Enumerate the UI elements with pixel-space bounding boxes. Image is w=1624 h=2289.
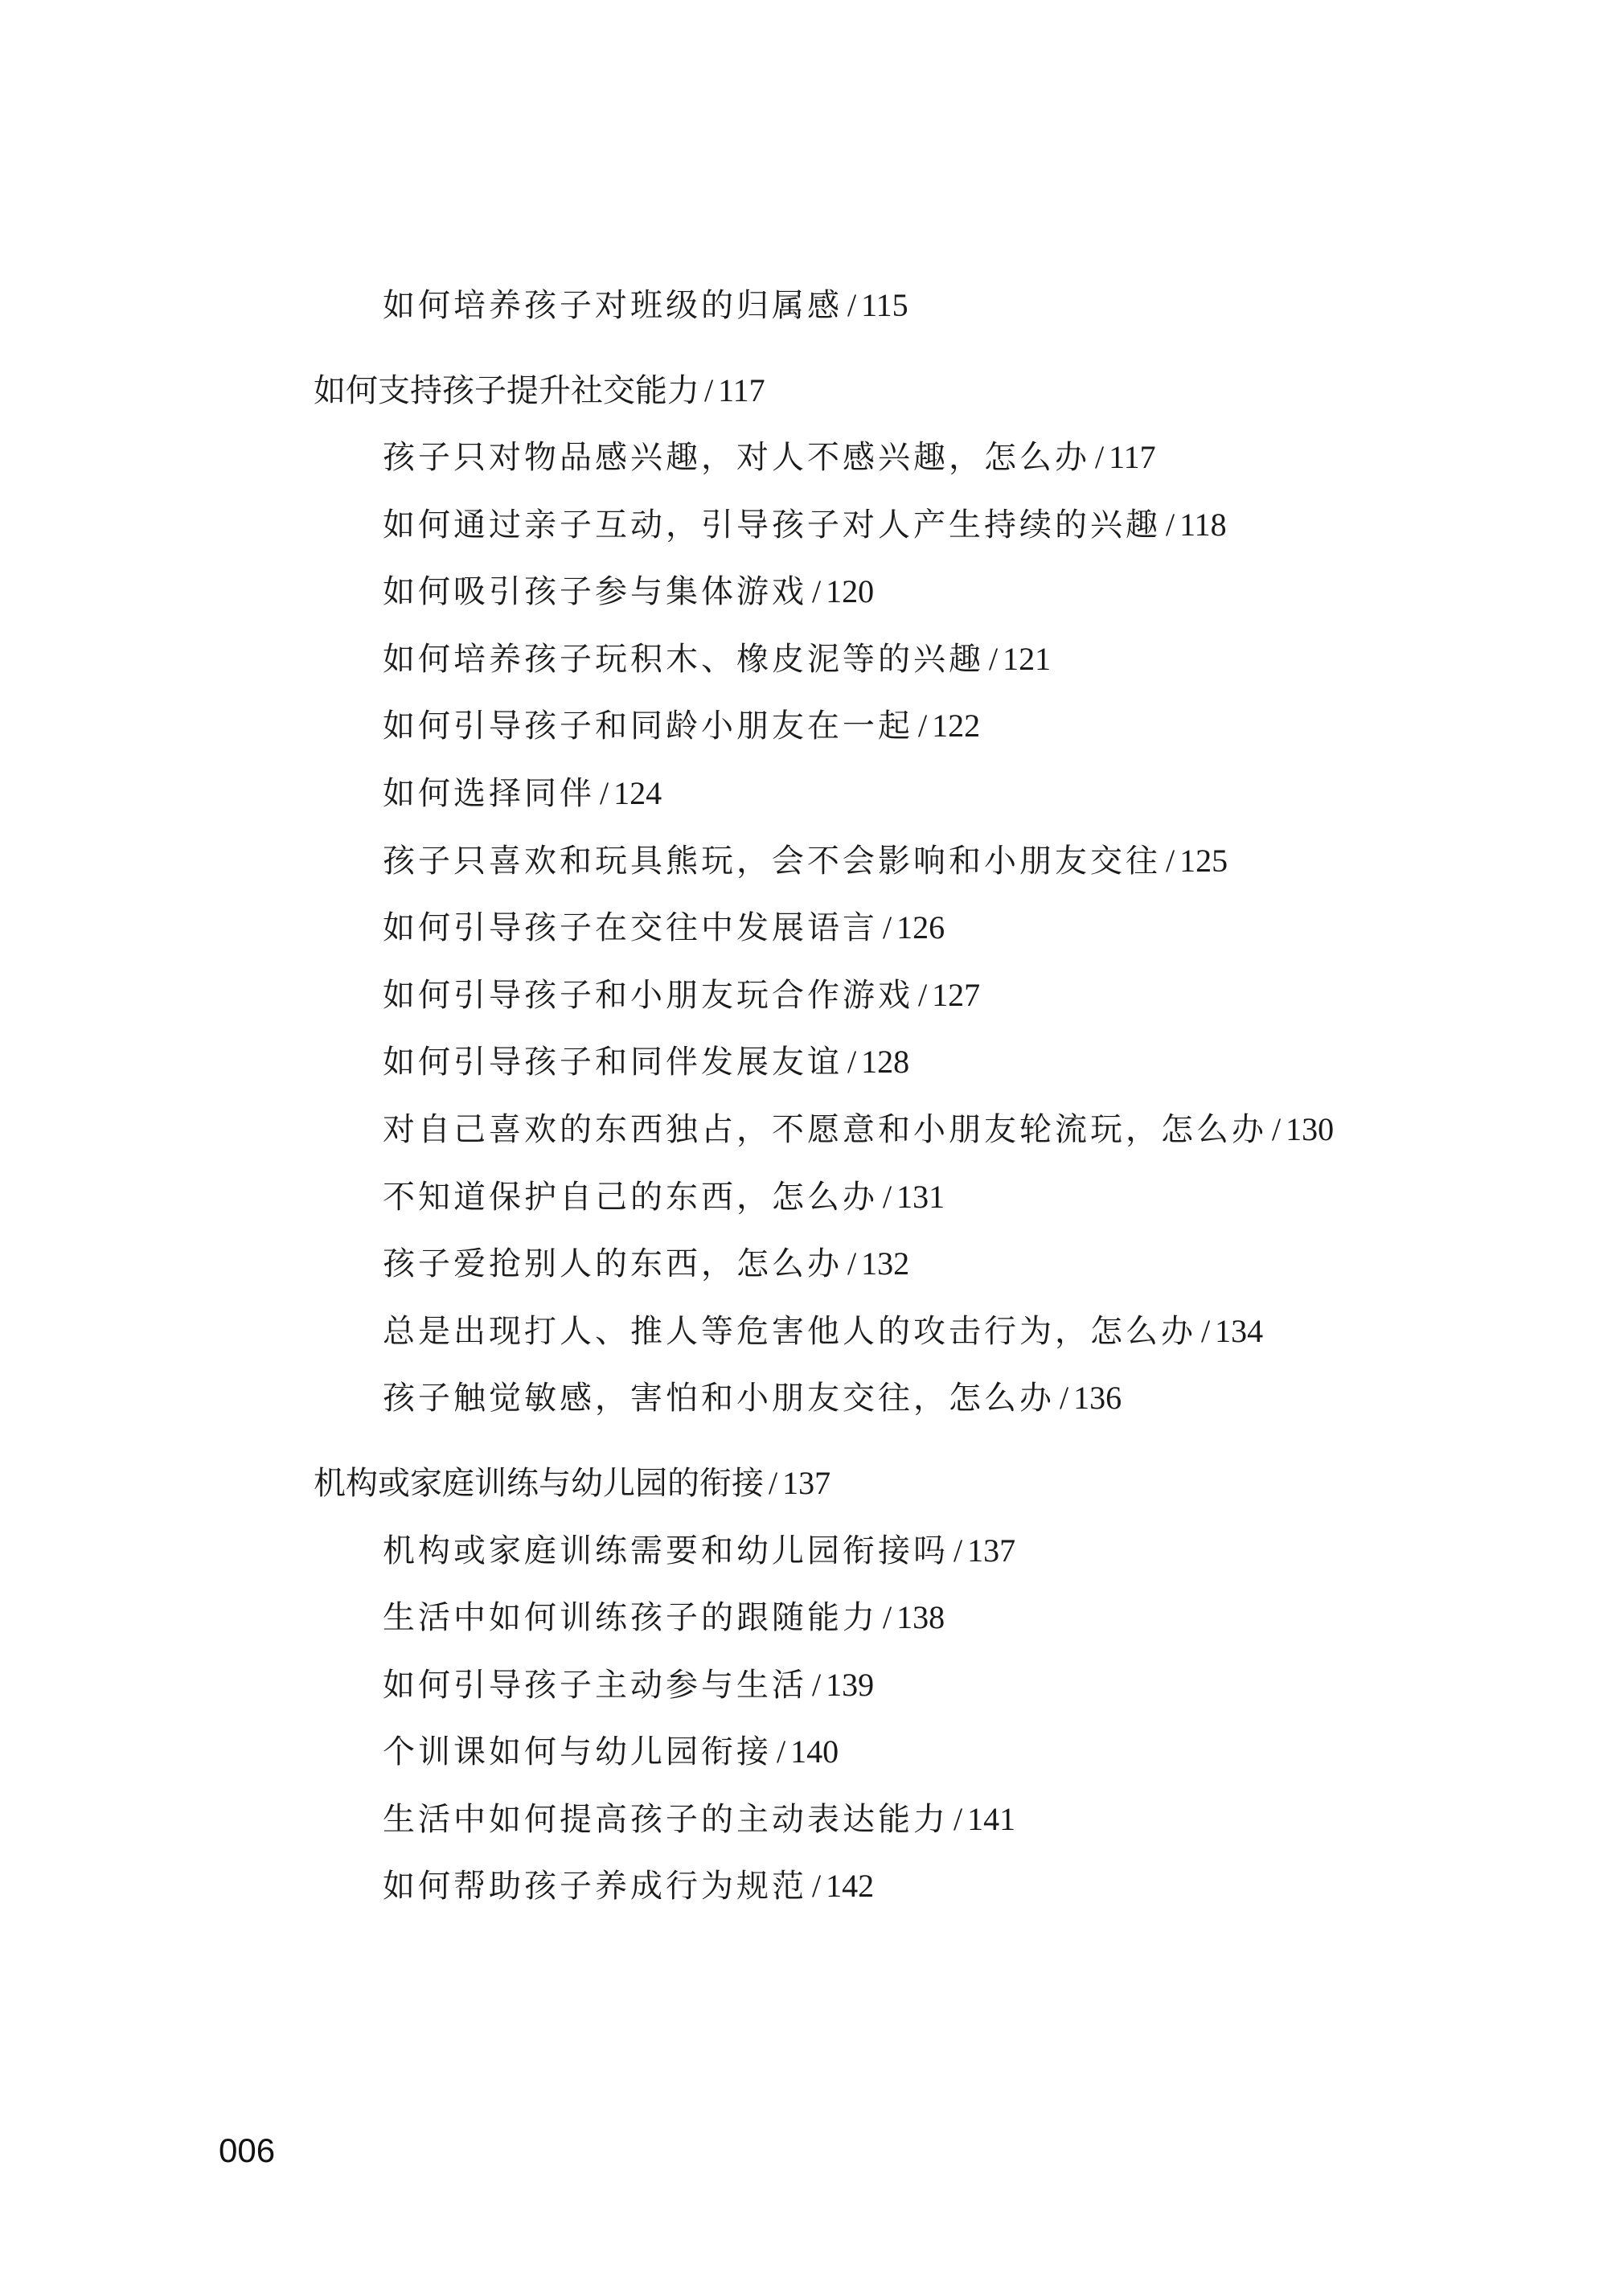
toc-entry-title: 如何吸引孩子参与集体游戏 xyxy=(383,573,807,610)
toc-entry xyxy=(383,1241,909,1286)
toc-entry-title: 孩子爱抢别人的东西，怎么办 xyxy=(383,1245,843,1282)
toc-entry xyxy=(383,435,1156,480)
toc-separator: / xyxy=(847,1044,857,1080)
toc-section xyxy=(314,368,765,413)
toc-separator: / xyxy=(1272,1111,1282,1147)
toc-entry xyxy=(383,569,874,614)
toc-entry-title: 如何引导孩子和小朋友玩合作游戏 xyxy=(383,977,913,1014)
toc-entry xyxy=(383,283,908,328)
toc-entry xyxy=(383,1376,1122,1421)
toc-entry-page: 118 xyxy=(1179,507,1227,543)
toc-entry xyxy=(383,1175,945,1220)
toc-entry-title: 生活中如何提高孩子的主动表达能力 xyxy=(383,1801,949,1838)
toc-entry-title: 生活中如何训练孩子的跟随能力 xyxy=(383,1599,878,1636)
toc-entry-page: 134 xyxy=(1215,1313,1264,1349)
toc-separator: / xyxy=(953,1532,963,1569)
toc-separator: / xyxy=(777,1733,786,1770)
toc-entry-page: 136 xyxy=(1073,1380,1122,1416)
page-number: 006 xyxy=(219,2131,276,2169)
toc-entry-title: 孩子只对物品感兴趣，对人不感兴趣，怎么办 xyxy=(383,439,1090,476)
toc-entry-page: 131 xyxy=(896,1179,945,1215)
toc-separator: / xyxy=(953,1801,963,1837)
toc-entry-page: 126 xyxy=(896,909,945,946)
toc-entry-title: 机构或家庭训练需要和幼儿园衔接吗 xyxy=(383,1532,949,1569)
toc-entry xyxy=(383,1729,839,1774)
toc-entry-page: 141 xyxy=(967,1801,1016,1837)
toc-separator: / xyxy=(847,287,857,323)
toc-entry-title: 如何引导孩子和同龄小朋友在一起 xyxy=(383,708,913,745)
toc-separator: / xyxy=(883,1599,892,1635)
toc-entry-page: 142 xyxy=(826,1868,875,1904)
toc-entry-title: 孩子只喜欢和玩具熊玩，会不会影响和小朋友交往 xyxy=(383,843,1161,880)
toc-entry xyxy=(383,637,1051,682)
toc-entry-title: 不知道保护自己的东西，怎么办 xyxy=(383,1179,878,1216)
toc-separator: / xyxy=(1166,843,1175,879)
toc-entry-page: 140 xyxy=(790,1733,839,1770)
toc-entry-page: 115 xyxy=(861,287,908,323)
toc-entry-page: 132 xyxy=(861,1245,910,1282)
toc-entry-title: 如何引导孩子主动参与生活 xyxy=(383,1667,807,1704)
toc-entry-page: 125 xyxy=(1179,843,1228,879)
toc-entry-page: 117 xyxy=(1109,439,1156,475)
toc-entry-page: 124 xyxy=(613,775,662,811)
toc-separator: / xyxy=(812,573,822,609)
toc-separator: / xyxy=(812,1667,822,1703)
toc-entry-page: 127 xyxy=(932,977,981,1013)
toc-separator: / xyxy=(883,1179,892,1215)
toc-entry-title: 孩子触觉敏感，害怕和小朋友交往，怎么办 xyxy=(383,1380,1055,1417)
toc-entry xyxy=(383,1107,1334,1152)
toc-entry-page: 122 xyxy=(932,708,981,744)
toc-entry xyxy=(383,1864,874,1909)
toc-entry-page: 121 xyxy=(1003,641,1052,677)
toc-entry xyxy=(383,1309,1263,1354)
toc-separator: / xyxy=(918,977,928,1013)
toc-entry xyxy=(383,503,1227,548)
toc-entry-title: 如何帮助孩子养成行为规范 xyxy=(383,1868,807,1905)
toc-section-title: 机构或家庭训练与幼儿园的衔接 xyxy=(314,1465,764,1502)
toc-entry-page: 130 xyxy=(1286,1111,1335,1147)
toc-section-title: 如何支持孩子提升社交能力 xyxy=(314,372,699,409)
toc-entry xyxy=(383,1663,874,1708)
toc-entry-title: 如何引导孩子和同伴发展友谊 xyxy=(383,1044,843,1081)
toc-separator: / xyxy=(769,1465,778,1501)
toc-entry-page: 138 xyxy=(896,1599,945,1635)
toc-entry xyxy=(383,704,980,749)
toc-section-page: 137 xyxy=(782,1465,831,1501)
toc-entry-title: 对自己喜欢的东西独占，不愿意和小朋友轮流玩，怎么办 xyxy=(383,1111,1267,1148)
toc-entry-title: 如何通过亲子互动，引导孩子对人产生持续的兴趣 xyxy=(383,507,1161,544)
toc-separator: / xyxy=(1060,1380,1069,1416)
toc-separator: / xyxy=(1166,507,1175,543)
toc-entry-page: 139 xyxy=(826,1667,875,1703)
toc-entry xyxy=(383,1040,909,1085)
toc-entry-title: 如何培养孩子玩积木、橡皮泥等的兴趣 xyxy=(383,641,984,678)
toc-separator: / xyxy=(812,1868,822,1904)
toc-entry-title: 如何引导孩子在交往中发展语言 xyxy=(383,909,878,946)
toc-separator: / xyxy=(918,708,928,744)
toc-entry-page: 120 xyxy=(826,573,875,609)
toc-entry xyxy=(383,973,980,1018)
toc-entry-page: 128 xyxy=(861,1044,910,1080)
toc-entry xyxy=(383,1595,945,1640)
toc-entry xyxy=(383,905,945,950)
toc-separator: / xyxy=(1201,1313,1211,1349)
toc-entry xyxy=(383,771,662,816)
toc-separator: / xyxy=(847,1245,857,1282)
toc-entry-title: 个训课如何与幼儿园衔接 xyxy=(383,1733,772,1770)
toc-entry-title: 如何培养孩子对班级的归属感 xyxy=(383,287,843,324)
toc-separator: / xyxy=(704,372,714,408)
toc-section-page: 117 xyxy=(718,372,765,408)
toc-entry xyxy=(383,839,1228,884)
toc-section xyxy=(314,1461,830,1506)
toc-entry-page: 137 xyxy=(967,1532,1016,1569)
toc-entry xyxy=(383,1797,1015,1842)
toc-separator: / xyxy=(989,641,999,677)
toc-separator: / xyxy=(883,909,892,946)
toc-separator: / xyxy=(600,775,609,811)
toc-entry-title: 总是出现打人、推人等危害他人的攻击行为，怎么办 xyxy=(383,1313,1196,1350)
toc-entry xyxy=(383,1528,1015,1573)
toc-separator: / xyxy=(1095,439,1105,475)
toc-entry-title: 如何选择同伴 xyxy=(383,775,595,812)
